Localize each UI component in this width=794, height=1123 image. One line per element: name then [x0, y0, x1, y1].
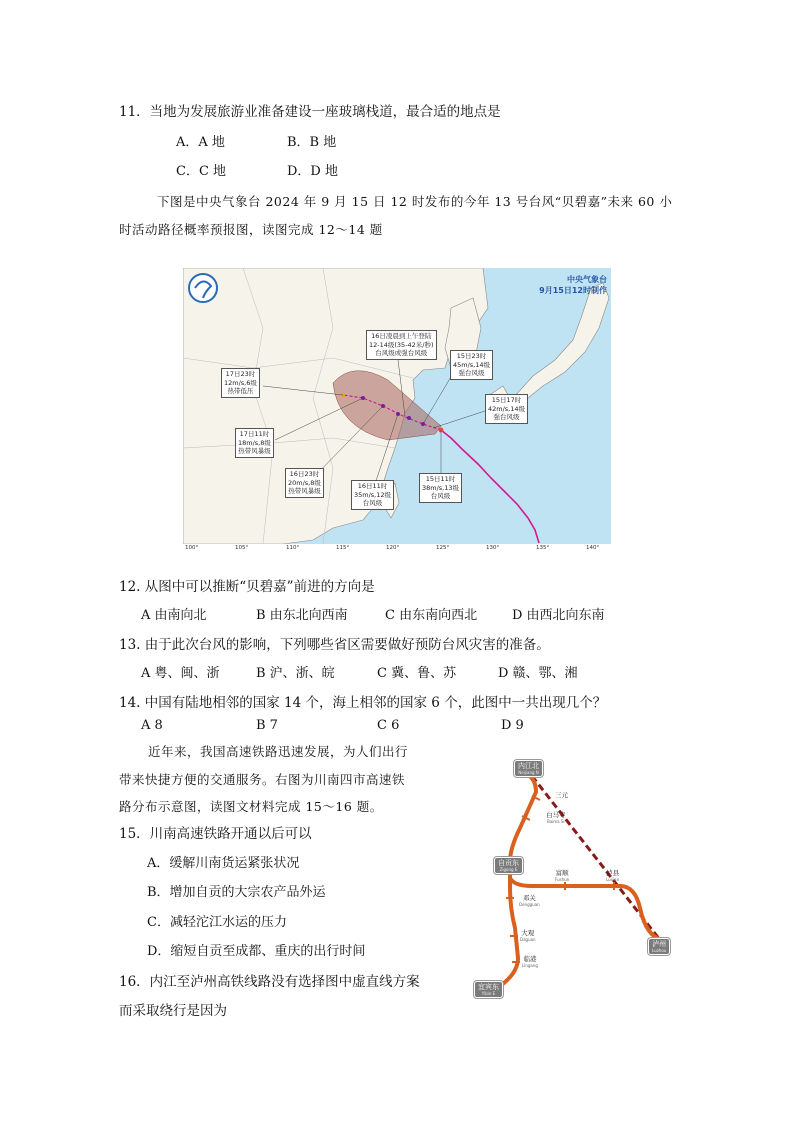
map-source-line2: 9月15日12时制作: [539, 286, 607, 295]
q14-stem: 14. 中国有陆地相邻的国家 14 个，海上相邻的国家 6 个，此图中一共出现几个？: [119, 695, 607, 711]
q15-option-a[interactable]: A．缓解川南货运紧张状况: [147, 856, 300, 871]
station-dengguan: 邓关 Dengguan: [519, 894, 540, 907]
q15-stem: 15．川南高速铁路开通以后可以: [119, 826, 312, 842]
callout-17d23: 17日23时 12m/s,6级 热带低压: [221, 368, 260, 398]
typhoon-intro-line2: 时活动路径概率预报图，读图完成 12～14 题: [119, 222, 383, 237]
callout-15d17: 15日17时 42m/s,14级 强台风级: [485, 394, 528, 424]
rail-intro-line3: 路分布示意图，读图文材料完成 15～16 题。: [119, 799, 383, 814]
station-zigong-east: 自贡东 Zigong E: [494, 857, 523, 874]
q11-option-c[interactable]: C．C 地: [176, 164, 227, 179]
q11-option-a[interactable]: A．A 地: [176, 135, 225, 150]
typhoon-intro-line1: 下图是中央气象台 2024 年 9 月 15 日 12 时发布的今年 13 号台风“贝碧嘉”未来 60 小: [157, 194, 673, 209]
station-neijiang-north: 内江北 Neijiang N: [514, 760, 543, 777]
q16-line2: 而采取绕行是因为: [119, 1003, 227, 1019]
callout-17d11: 17日11时 18m/s,8级 热带风暴级: [235, 428, 274, 458]
q12-option-c[interactable]: C 由东南向西北: [385, 608, 478, 623]
q15-option-c[interactable]: C．减轻沱江水运的压力: [147, 915, 287, 930]
callout-15d23: 15日23时 45m/s,14级 强台风级: [450, 350, 493, 380]
lon-label: 110°: [286, 545, 300, 551]
callout-16d11: 16日11时 35m/s,12级 台风级: [351, 480, 394, 510]
q13-option-d[interactable]: D 赣、鄂、湘: [498, 666, 578, 681]
station-yibin-east: 宜宾东 Yibin E: [474, 981, 503, 998]
lon-label: 135°: [536, 545, 550, 551]
typhoon-map-graphic: [183, 268, 611, 553]
q16-line1: 16．内江至泸州高铁线路没有选择图中虚直线方案: [119, 974, 420, 990]
q14-option-b[interactable]: B 7: [256, 718, 278, 733]
station-luzhou: 泸州 Luzhou: [648, 938, 670, 955]
callout-16dawn: 16日凌晨到上午登陆 12-14级(35-42米/秒) 台风级或强台风级: [366, 330, 437, 360]
station-luxian: 泸县 Luxian: [606, 869, 620, 882]
lon-label: 125°: [436, 545, 450, 551]
lon-label: 105°: [235, 545, 249, 551]
station-baimasi: 白马寺 Baima Si: [546, 811, 566, 824]
q13-option-c[interactable]: C 冀、鲁、苏: [377, 666, 457, 681]
q14-option-d[interactable]: D 9: [501, 718, 524, 733]
lon-label: 140°: [586, 545, 600, 551]
station-fushun: 富顺 Fushun: [555, 869, 570, 882]
callout-16d23: 16日23时 20m/s,8级 热带风暴级: [285, 468, 324, 498]
station-daguan: 大观 Daguan: [520, 929, 536, 942]
q13-option-b[interactable]: B 沪、浙、皖: [256, 666, 335, 681]
q14-option-c[interactable]: C 6: [377, 718, 400, 733]
typhoon-forecast-map: [183, 268, 611, 553]
q15-option-d[interactable]: D．缩短自贡至成都、重庆的出行时间: [147, 944, 366, 959]
lon-label: 130°: [486, 545, 500, 551]
lon-label: 100°: [185, 545, 199, 551]
q12-stem: 12. 从图中可以推断“贝碧嘉”前进的方向是: [119, 579, 375, 595]
q14-option-a[interactable]: A 8: [141, 718, 163, 733]
rail-intro-line2: 带来快捷方便的交通服务。右图为川南四市高速铁: [119, 772, 406, 787]
q11-option-b[interactable]: B．B 地: [287, 135, 337, 150]
q11-stem: 11．当地为发展旅游业准备建设一座玻璃栈道，最合适的地点是: [119, 104, 501, 120]
lon-label: 115°: [336, 545, 350, 551]
rail-map-graphic: [470, 758, 682, 1003]
lon-label: 120°: [386, 545, 400, 551]
q13-option-a[interactable]: A 粤、闽、浙: [141, 666, 220, 681]
station-lingang: 临港 Lingang: [522, 955, 538, 968]
callout-15d11: 15日11时 38m/s,13级 台风级: [419, 473, 462, 503]
q12-option-a[interactable]: A 由南向北: [141, 608, 207, 623]
q12-option-b[interactable]: B 由东北向西南: [256, 608, 348, 623]
q15-option-b[interactable]: B．增加自贡的大宗农产品外运: [147, 885, 326, 900]
station-sanyuan: 三元: [555, 791, 568, 799]
map-source-line1: 中央气象台: [567, 275, 607, 284]
rail-network-map: [470, 758, 682, 1003]
q11-option-d[interactable]: D．D 地: [287, 164, 338, 179]
rail-intro-line1: 近年来，我国高速铁路迅速发展，为人们出行: [148, 744, 409, 759]
q13-stem: 13. 由于此次台风的影响，下列哪些省区需要做好预防台风灾害的准备。: [119, 637, 550, 653]
q12-option-d[interactable]: D 由西北向东南: [512, 608, 605, 623]
